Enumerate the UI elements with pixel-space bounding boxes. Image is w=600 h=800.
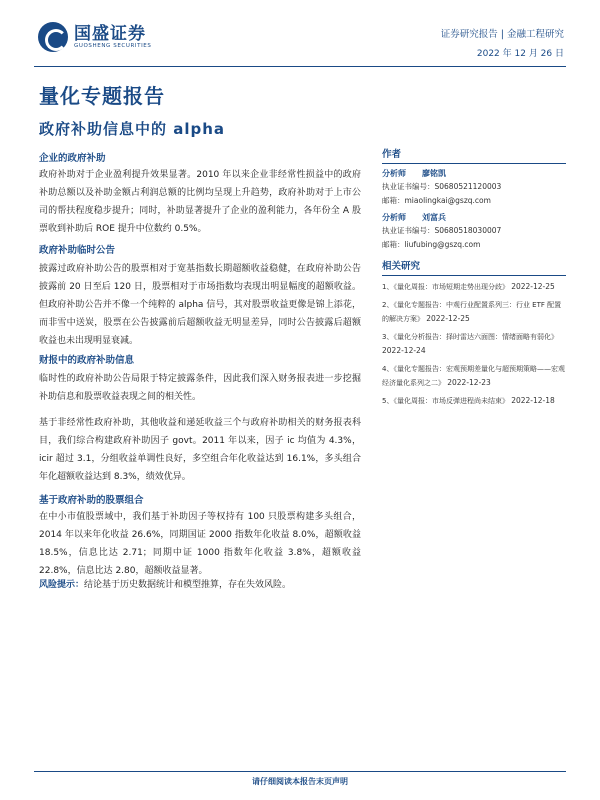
header-divider (34, 66, 566, 67)
related-item[interactable] (382, 330, 566, 358)
analyst-role: 分析师 (382, 213, 406, 222)
related-title: 1、《量化周报：市场短期走势出现分歧》 (382, 283, 509, 291)
analyst-email[interactable]: 邮箱：miaolingkai@gszq.com (382, 196, 491, 205)
page-header (0, 0, 600, 68)
authors-heading: 作者 (382, 146, 566, 164)
related-title: 3、《量化分析报告：择时雷达六面图：情绪面略有弱化》 (382, 333, 558, 341)
report-type: 证券研究报告 | 金融工程研究 (440, 29, 564, 40)
report-subtitle: 政府补助信息中的 alpha (39, 120, 226, 138)
footer-divider (34, 771, 566, 772)
logo-name: 国盛证券 (74, 23, 146, 44)
analyst-name: 廖铭凯 (422, 169, 446, 178)
risk-label: 风险提示： (39, 580, 85, 590)
section-paragraph: 在中小市值股票域中，我们基于补助因子等权持有 100 只股票构建多头组合，2014 年以来年化收益 26.6%，同期国证 2000 指数年化收益 8.0%，超额收益 18.5%，信息比达 2.71；同期中证 1000 指数年化收益 3.8%，超额收益 22.8%，信息比达 2.80，超额收益显著。 (39, 512, 361, 576)
related-title: 2、《量化专题报告：中观行业配置系列三：行业 ETF 配置的解决方案》 (382, 301, 562, 323)
related-date: 2022-12-24 (382, 346, 426, 355)
sidebar (382, 146, 566, 408)
related-item[interactable] (382, 280, 566, 294)
analyst-role: 分析师 (382, 169, 406, 178)
related-item[interactable] (382, 394, 566, 408)
analyst-email[interactable]: 邮箱：liufubing@gszq.com (382, 240, 481, 249)
analyst-2 (382, 212, 566, 252)
related-date: 2022-12-25 (426, 314, 470, 323)
related-item[interactable] (382, 298, 566, 326)
analyst-cert: 执业证书编号：S0680518030007 (382, 226, 502, 235)
logo-english-name: GUOSHENG SECURITIES (74, 42, 152, 49)
related-list (382, 280, 566, 408)
related-item[interactable] (382, 362, 566, 390)
analyst-1 (382, 168, 566, 208)
report-title: 量化专题报告 (39, 84, 165, 108)
related-title: 4、《量化专题报告：宏观预期差量化与超预期策略——宏观经济量化系列之二》 (382, 365, 565, 387)
section-heading: 企业的政府补助 (39, 153, 106, 164)
analyst-cert: 执业证书编号：S0680521120003 (382, 182, 502, 191)
risk-text: 结论基于历史数据统计和模型推算，存在失效风险。 (84, 580, 292, 590)
section-heading: 基于政府补助的股票组合 (39, 495, 144, 506)
related-date: 2022-12-25 (511, 282, 555, 291)
logo-icon (38, 22, 68, 52)
related-date: 2022-12-23 (447, 378, 491, 387)
section-paragraph: 政府补助对于企业盈利提升效果显著。2010 年以来企业非经常性损益中的政府补助总额以及补助金额占利润总额的比例均呈现上升趋势，政府补助对于上市公司的帮扶程度稳步提升；同时，补助显著提升了企业的盈利能力，各年份全 A 股票收到补助后 ROE 提升中位数约 0.5%。 (39, 170, 361, 234)
section-paragraph: 临时性的政府补助公告局限于特定披露条件，因此我们深入财务报表进一步挖掘补助信息和股票收益表现之间的相关性。 (39, 374, 361, 402)
section-heading: 财报中的政府补助信息 (39, 355, 135, 366)
section-paragraph: 披露过政府补助公告的股票相对于宽基指数长期超额收益稳健，在政府补助公告披露前 20 日至后 120 日，股票相对于市场指数均表现出明显幅度的超额收益。但政府补助公告并不像一个纯粹的 alpha 信号，其对股票收益更像是锦上添花，而非雪中送炭，股票在公告披露前后超额收益无明显差异，同时公告披露后超额收益也未出现明显衰减。 (39, 264, 361, 346)
analyst-name: 刘富兵 (422, 213, 446, 222)
related-title: 5、《量化周报：市场反弹进程尚未结束》 (382, 397, 509, 405)
risk-warning (39, 576, 361, 594)
report-date: 2022 年 12 月 26 日 (476, 49, 564, 59)
related-research-heading: 相关研究 (382, 258, 566, 276)
related-date: 2022-12-18 (511, 396, 555, 405)
footer-disclaimer: 请仔细阅读本报告末页声明 (252, 777, 348, 786)
section-paragraph: 基于非经常性政府补助，其他收益和递延收益三个与政府补助相关的财务报表科目，我们综合构建政府补助因子 govt。2011 年以来，因子 ic 均值为 4.3%，icir 超过 3.1，分组收益单调性良好，多空组合年化收益达到 16.1%，多头组合年化超额收益达到 8.3%，绩效优异。 (39, 418, 361, 482)
section-heading: 政府补助临时公告 (39, 245, 116, 256)
company-logo (38, 22, 151, 52)
